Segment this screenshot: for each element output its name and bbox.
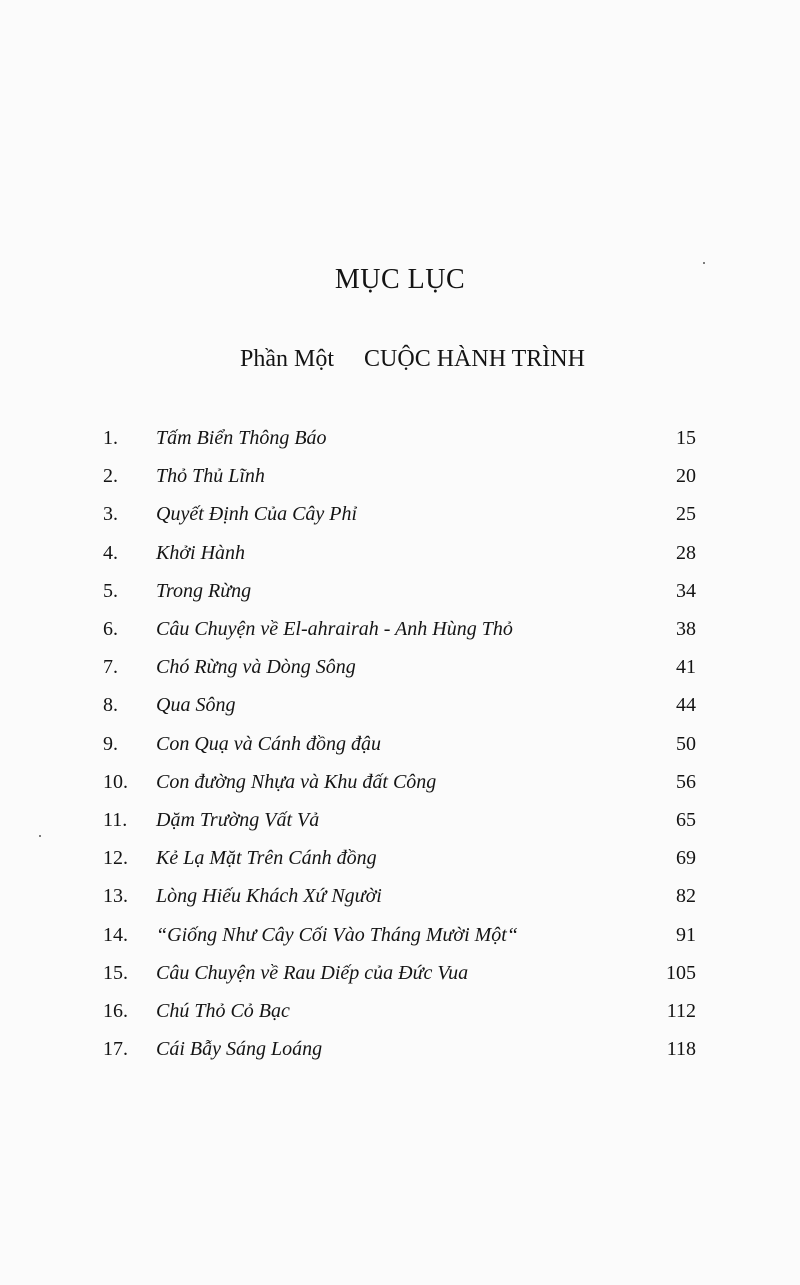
- toc-entry: [0, 576, 800, 606]
- toc-entry-title: Dặm Trường Vất Vả: [156, 809, 320, 831]
- part-title: CUỘC HÀNH TRÌNH: [364, 346, 585, 372]
- toc-entry-number: 1.: [103, 427, 118, 449]
- toc-entry-title: Qua Sông: [156, 694, 236, 716]
- toc-entry-title: Khởi Hành: [156, 542, 246, 564]
- toc-entry-number: 17.: [103, 1038, 128, 1060]
- toc-entry: [0, 881, 800, 911]
- toc-entry-title: Con Quạ và Cánh đồng đậu: [156, 733, 381, 755]
- toc-entry: [0, 423, 800, 453]
- toc-entry: [0, 652, 800, 682]
- toc-entry-number: 7.: [103, 656, 118, 678]
- toc-entry-number: 12.: [103, 847, 128, 869]
- toc-entry-page: 25: [676, 503, 696, 525]
- part-label: Phần Một: [240, 346, 335, 372]
- toc-entry-page: 65: [676, 809, 696, 831]
- toc-entry-number: 9.: [103, 733, 118, 755]
- toc-entry-page: 105: [666, 962, 696, 984]
- toc-entry-title: Thỏ Thủ Lĩnh: [156, 465, 265, 487]
- toc-entry-number: 10.: [103, 771, 128, 793]
- toc-entry: [0, 690, 800, 720]
- toc-entry-title: Kẻ Lạ Mặt Trên Cánh đồng: [156, 847, 377, 869]
- toc-entry-number: 11.: [103, 809, 128, 831]
- toc-entry-title: Quyết Định Của Cây Phỉ: [156, 503, 358, 525]
- toc-entry-number: 4.: [103, 542, 118, 564]
- toc-entry-title: Câu Chuyện về Rau Diếp của Đức Vua: [156, 962, 469, 984]
- toc-entry: [0, 920, 800, 950]
- toc-entry: [0, 805, 800, 835]
- toc-entry-title: Chó Rừng và Dòng Sông: [156, 656, 356, 678]
- toc-entry-page: 82: [676, 885, 696, 907]
- toc-entry-title: Tấm Biển Thông Báo: [156, 427, 327, 449]
- toc-entry-title: Chú Thỏ Cỏ Bạc: [156, 1000, 290, 1022]
- toc-entry-page: 34: [676, 580, 696, 602]
- toc-entry: [0, 1034, 800, 1064]
- toc-entry-page: 38: [676, 618, 696, 640]
- toc-entry-title: Lòng Hiếu Khách Xứ Người: [156, 885, 382, 907]
- toc-entry: [0, 729, 800, 759]
- toc-entry-page: 28: [676, 542, 696, 564]
- toc-entry-page: 56: [676, 771, 696, 793]
- toc-entry: [0, 614, 800, 644]
- toc-entry-number: 16.: [103, 1000, 128, 1022]
- scan-speck: [39, 835, 41, 837]
- toc-entry-number: 14.: [103, 924, 128, 946]
- toc-entry-number: 8.: [103, 694, 118, 716]
- toc-entry-number: 2.: [103, 465, 118, 487]
- toc-entry: [0, 538, 800, 568]
- scan-speck: [703, 262, 705, 264]
- toc-entry-title: Trong Rừng: [156, 580, 252, 602]
- toc-entry-title: “Giống Như Cây Cối Vào Tháng Mười Một“: [156, 924, 518, 946]
- toc-entry-page: 50: [676, 733, 696, 755]
- toc-entry: [0, 958, 800, 988]
- toc-entry-number: 3.: [103, 503, 118, 525]
- toc-entry-number: 5.: [103, 580, 118, 602]
- toc-entry: [0, 767, 800, 797]
- toc-entry-page: 91: [676, 924, 696, 946]
- toc-entry: [0, 461, 800, 491]
- toc-entry-page: 118: [666, 1038, 696, 1060]
- toc-entry-number: 15.: [103, 962, 128, 984]
- part-heading: [240, 346, 585, 373]
- toc-entry-number: 6.: [103, 618, 118, 640]
- toc-entry-page: 41: [676, 656, 696, 678]
- toc-entry-page: 15: [676, 427, 696, 449]
- toc-entry-page: 69: [676, 847, 696, 869]
- toc-entry: [0, 996, 800, 1026]
- toc-entry-title: Cái Bẫy Sáng Loáng: [156, 1038, 323, 1060]
- toc-entry-page: 20: [676, 465, 696, 487]
- toc-entry-page: 44: [676, 694, 696, 716]
- toc-entry: [0, 843, 800, 873]
- toc-entry-title: Câu Chuyện về El-ahrairah - Anh Hùng Thỏ: [156, 618, 513, 640]
- toc-entry-title: Con đường Nhựa và Khu đất Công: [156, 771, 437, 793]
- toc-entry-number: 13.: [103, 885, 128, 907]
- toc-entry: [0, 499, 800, 529]
- toc-entry-page: 112: [666, 1000, 696, 1022]
- page-title: MỤC LỤC: [334, 264, 466, 295]
